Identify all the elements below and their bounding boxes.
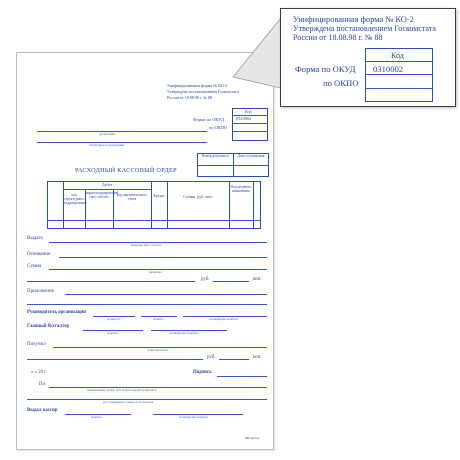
cashier-decode-caption: расшифровка подписи <box>179 415 208 419</box>
cashier-signature-caption: подпись <box>91 415 102 419</box>
organization-caption: организация <box>99 132 115 136</box>
docnum-date-header: Дата составления <box>237 154 265 158</box>
docnum-number-header: Номер документа <box>201 154 229 158</box>
unit-caption: структурное подразделение <box>89 143 125 147</box>
head-decode-caption: расшифровка подписи <box>209 317 238 321</box>
okpo-label: по ОКПО <box>209 125 228 130</box>
approval-line: Утверждена постановлением Госкомстата <box>167 89 239 94</box>
rub-label: руб. <box>201 277 210 282</box>
poluchil-caption: сумма прописью <box>147 348 169 352</box>
head-position-caption: должность <box>107 317 121 321</box>
zoom-approval-date-line: России от 18.08.98 г. № 88 <box>293 33 383 42</box>
code-header: Код <box>245 109 252 114</box>
zoom-form-code-line: Унифицированная форма № КО-2 <box>293 15 414 24</box>
cashier-label: Выдал кассир <box>27 408 58 413</box>
po-label: По <box>39 382 46 387</box>
zoom-approval-line: Утверждена постановлением Госкомстата <box>293 24 436 33</box>
summa-caption: прописью <box>149 270 162 274</box>
vydat-caption: фамилия, имя, отчество <box>131 243 162 247</box>
okud-label: Форма по ОКУД <box>193 117 224 122</box>
okud-value: 0310002 <box>236 116 252 121</box>
po-caption-2: удостоверяющего личность получателя <box>103 400 154 404</box>
accountant-signature-caption: подпись <box>107 331 118 335</box>
date-line: « » 20 г. <box>31 370 47 375</box>
credit-header: Кредит <box>153 194 165 198</box>
poluchil-label: Получил <box>27 342 46 347</box>
zoom-okud-label: Форма по ОКУД <box>295 64 356 74</box>
approval-date-line: России от 18.08.98 г. № 88 <box>167 95 212 100</box>
head-signature-caption: подпись <box>153 317 164 321</box>
summa-label: Сумма <box>27 264 42 269</box>
rub2-label: руб. <box>207 355 216 360</box>
accountant-decode-caption: расшифровка подписи <box>169 331 198 335</box>
po-caption-1: наименование, номер, дата и место выдачи документа, <box>87 388 157 392</box>
zoom-callout <box>280 8 456 107</box>
kop2-label: коп. <box>253 355 262 360</box>
col-analytic-header: код аналитического учета <box>117 193 147 201</box>
footer-text: 886 листов <box>245 436 259 440</box>
head-label: Руководитель организации <box>27 310 87 315</box>
kop-label: коп. <box>253 277 262 282</box>
osnovanie-label: Основание: <box>27 252 52 257</box>
col-unit-header: код структурного подразделения <box>64 193 87 205</box>
zoom-okud-value: 0310002 <box>373 64 404 74</box>
zoom-code-header: Код <box>391 51 404 60</box>
vydat-label: Выдать <box>27 236 43 241</box>
accountant-label: Главный бухгалтер <box>27 324 70 329</box>
sum-header: Сумма, руб. коп. <box>183 194 213 199</box>
form-code-line: Унифицированная форма № КО-2 <box>167 83 228 88</box>
debit-header: Дебет <box>101 182 113 187</box>
document-title: РАСХОДНЫЙ КАССОВЫЙ ОРДЕР <box>75 167 177 174</box>
podpis-label: Подпись <box>193 370 212 375</box>
target-code-header: Код целевого назначения <box>230 185 252 193</box>
zoom-okpo-label: по ОКПО <box>323 78 359 88</box>
col-account-header: корреспондирующий счет, субсчет <box>86 191 119 199</box>
prilozhenie-label: Приложение <box>27 289 54 294</box>
